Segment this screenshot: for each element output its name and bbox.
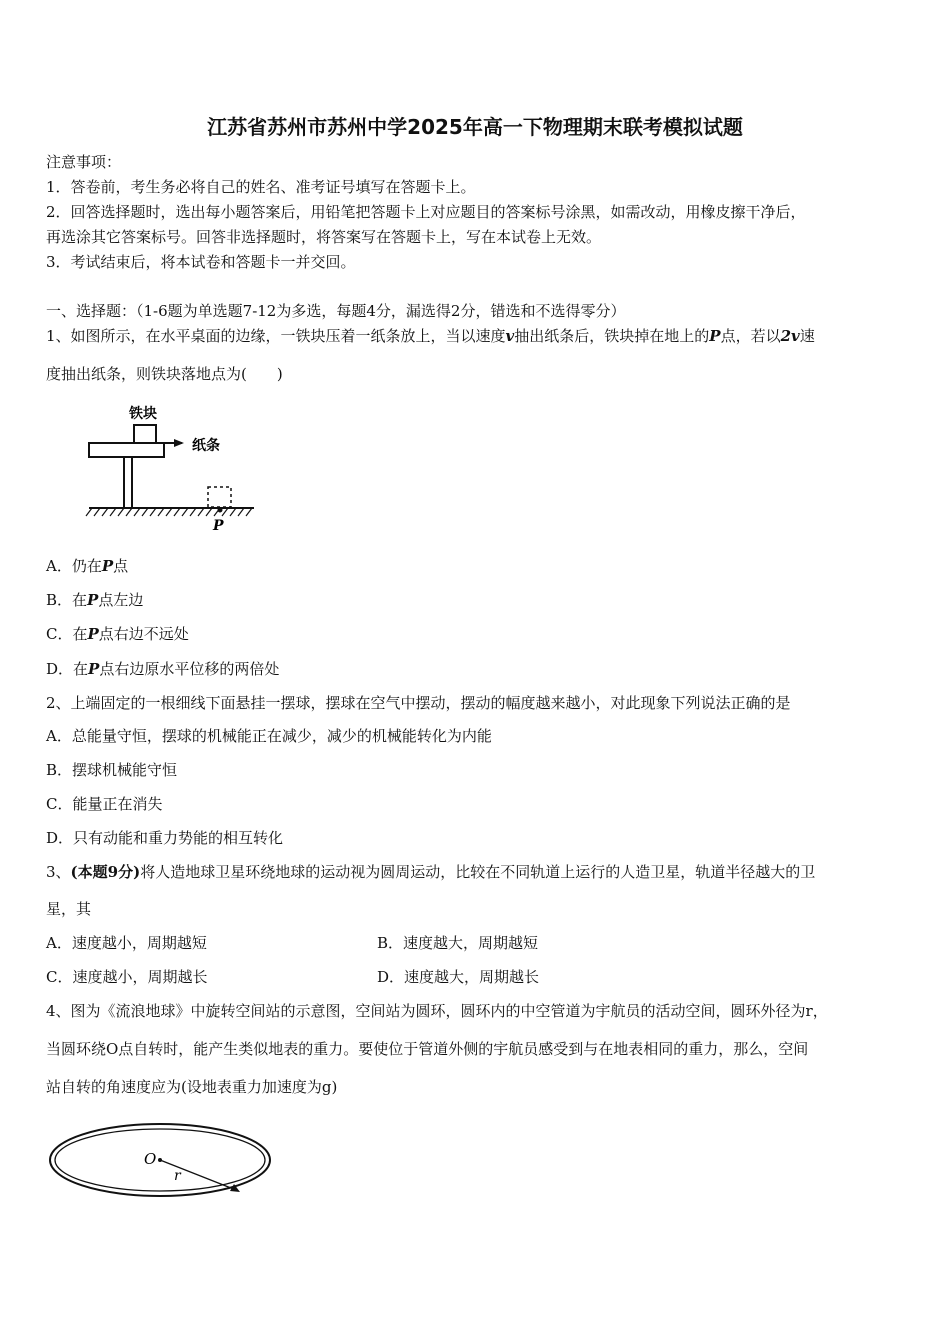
notice-item-2: 2．回答选择题时，选出每小题答案后，用铅笔把答题卡上对应题目的答案标号涂黑，如需改动，用橡皮擦干净后， [46,203,806,221]
q3-stem-line2: 星，其 [46,900,92,918]
option-text: 点右边不远处 [98,625,189,643]
q4-stem-line3: 站自转的角速度应为(设地表重力加速度为g) [46,1078,338,1096]
option-key: B． [46,591,73,609]
option-key: A． [46,557,72,575]
radius-line [160,1160,236,1190]
option-key: D． [46,660,74,678]
q4-stem-line1: 4、图为《流浪地球》中旋转空间站的示意图，空间站为圆环，圆环内的中空管道为宇航员的活动空间，圆环外径为r， [46,1002,828,1020]
q3-num: 3、 [46,863,71,881]
q1-text-b: 抽出纸条后，铁块掉在地上的 [514,327,710,345]
q1-text-d: 速 [799,327,815,345]
q3-option-b[interactable]: B．速度越大，周期越短 [377,934,539,952]
option-var-p: P [87,625,99,643]
center-label: O [144,1150,157,1168]
q2-option-d[interactable]: D．只有动能和重力势能的相互转化 [46,829,284,847]
q3-text: 将人造地球卫星环绕地球的运动视为圆周运动，比较在不同轨道上运行的人造卫星，轨道半径越大的卫 [140,863,816,881]
q1-text-c: 点，若以 [720,327,781,345]
q1-stem-line1 [46,327,815,345]
q1-var-p: P [709,327,721,345]
table-top [89,443,164,457]
q1-stem-line2: 度抽出纸条，则铁块落地点为( ) [46,365,283,383]
q1-option-b[interactable] [46,591,143,609]
q1-option-c[interactable] [46,625,189,643]
block-label: 铁块 [129,406,157,422]
q1-option-a[interactable] [46,557,128,575]
q4-figure [46,1118,286,1210]
strip-label: 纸条 [192,438,220,454]
option-text: 在 [72,625,88,643]
option-text: 仍在 [71,557,102,575]
q1-var-v: v [505,327,515,345]
q1-option-d[interactable] [46,660,279,678]
notice-item-3: 3．考试结束后，将本试卷和答题卡一并交回。 [46,253,356,271]
notice-item-2-cont: 再选涂其它答案标号。回答非选择题时，将答案写在答题卡上，写在本试卷上无效。 [46,228,602,246]
notice-item-1: 1．答卷前，考生务必将自己的姓名、准考证号填写在答题卡上。 [46,178,476,196]
q1-var-2v: 2v [780,327,800,345]
q3-option-a[interactable]: A．速度越小，周期越短 [46,934,207,952]
q1-figure [84,398,259,536]
point-p-dot [218,508,223,513]
q2-option-a[interactable]: A．总能量守恒，摆球的机械能正在减少，减少的机械能转化为内能 [46,727,492,745]
option-text: 点右边原水平位移的两倍处 [99,660,280,678]
q4-stem-line2: 当圆环绕O点自转时，能产生类似地表的重力。要使位于管道外侧的宇航员感受到与在地表相同的重力，那么，空间 [46,1040,809,1058]
option-text: 点 [113,557,129,575]
q3-option-c[interactable]: C．速度越小，周期越长 [46,968,208,986]
option-var-p: P [88,660,100,678]
option-key: C． [46,625,73,643]
option-var-p: P [101,557,114,575]
page-title: 江苏省苏州市苏州中学2025年高一下物理期末联考模拟试题 [207,115,743,139]
q3-tag: (本题9分) [70,863,141,881]
option-text: 在 [72,591,88,609]
radius-label: r [174,1168,181,1184]
q2-option-c[interactable]: C．能量正在消失 [46,795,163,813]
landing-block-dashed [208,487,231,507]
ground-hatching [86,508,252,516]
iron-block [134,425,156,443]
strip-arrow-icon [174,439,184,447]
section-heading: 一、选择题：（1-6题为单选题7-12为多选，每题4分，漏选得2分，错选和不选得零分） [46,302,626,320]
q1-text-a: 1、如图所示，在水平桌面的边缘，一铁块压着一纸条放上，当以速度 [46,327,506,345]
q2-option-b[interactable]: B．摆球机械能守恒 [46,761,178,779]
q3-stem-line1 [46,863,815,881]
q3-option-d[interactable]: D．速度越大，周期越长 [377,968,540,986]
option-text: 点左边 [98,591,144,609]
notice-heading: 注意事项： [46,153,122,171]
point-p-label: P [213,518,224,534]
option-text: 在 [73,660,89,678]
q2-stem: 2、上端固定的一根细线下面悬挂一摆球，摆球在空气中摆动，摆动的幅度越来越小，对此现象下列说法正确的是 [46,694,791,712]
option-var-p: P [87,591,99,609]
